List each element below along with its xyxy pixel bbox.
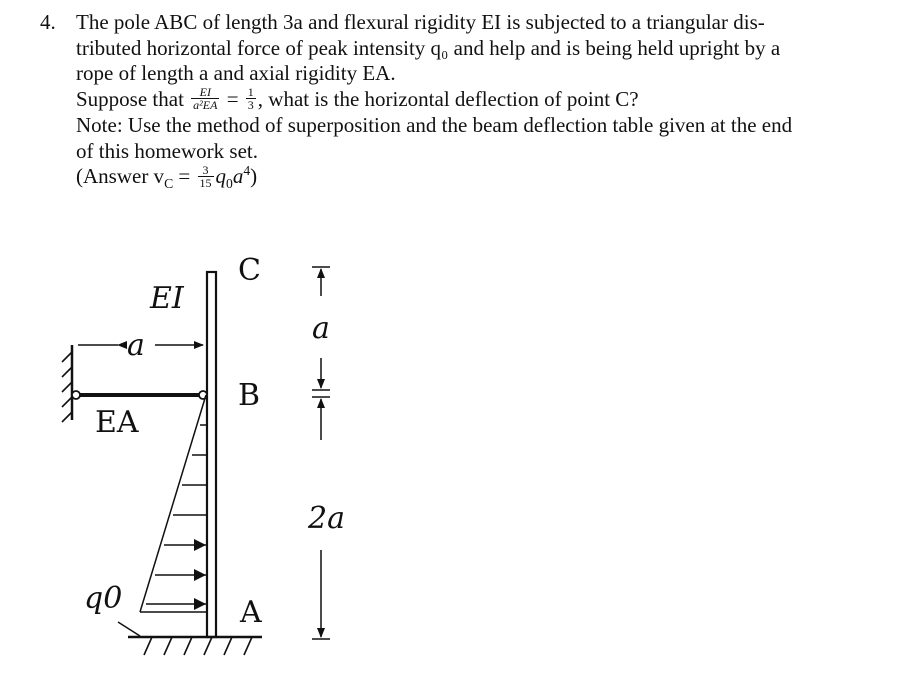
problem-text-line-1: The pole ABC of length 3a and flexural rigidity EI is subjected to a triangular dis-	[76, 10, 765, 34]
q0-leader-line	[118, 622, 140, 636]
answer-subscript: C	[164, 176, 174, 192]
answer-q: q	[215, 164, 227, 189]
one-third-numerator: 1	[247, 85, 254, 100]
question-text: , what is the horizontal deflection of point C?	[257, 86, 639, 111]
problem-number: 4.	[40, 10, 56, 34]
answer-fraction-denominator: 15	[199, 175, 212, 190]
problem-line-5: Note: Use the method of superposition and the beam deflection table given at the end	[76, 113, 793, 138]
point-c-label: C	[238, 253, 261, 288]
problem-line-3: rope of length a and axial rigidity EA.	[76, 61, 396, 85]
ea-label: EA	[95, 405, 139, 440]
answer-q-subscript: 0	[226, 176, 233, 192]
rope-length-label: a	[127, 328, 145, 363]
load-arrowheads	[194, 539, 206, 610]
ground-support-icon	[128, 637, 262, 655]
answer-prefix: (Answer v	[76, 164, 165, 189]
answer-close: )	[250, 164, 258, 189]
answer-fraction-numerator: 3	[198, 164, 214, 177]
equals-sign: =	[226, 86, 239, 111]
left-pin-icon	[72, 391, 80, 399]
answer-equals: =	[178, 164, 191, 189]
answer-exponent: 4	[243, 163, 251, 179]
wall-support-icon	[62, 345, 72, 422]
pole-member	[207, 272, 216, 637]
answer-a: a	[232, 164, 244, 189]
dim-top-label: a	[312, 311, 330, 346]
ratio-denominator: a²EA	[193, 98, 218, 113]
point-a-label: A	[240, 595, 262, 630]
dim-bottom-label: 2a	[308, 501, 345, 536]
problem-line-2: tributed horizontal force of peak intensity q₀ and help and is being held upright by a	[76, 35, 781, 60]
one-third-denominator: 3	[247, 98, 254, 113]
point-b-label: B	[238, 378, 261, 413]
problem-line-6: of this homework set.	[76, 138, 258, 163]
suppose-text: Suppose that	[76, 86, 184, 111]
q0-label: q0	[84, 581, 123, 616]
ratio-numerator: EI	[191, 86, 219, 99]
ei-label: EI	[150, 281, 184, 316]
